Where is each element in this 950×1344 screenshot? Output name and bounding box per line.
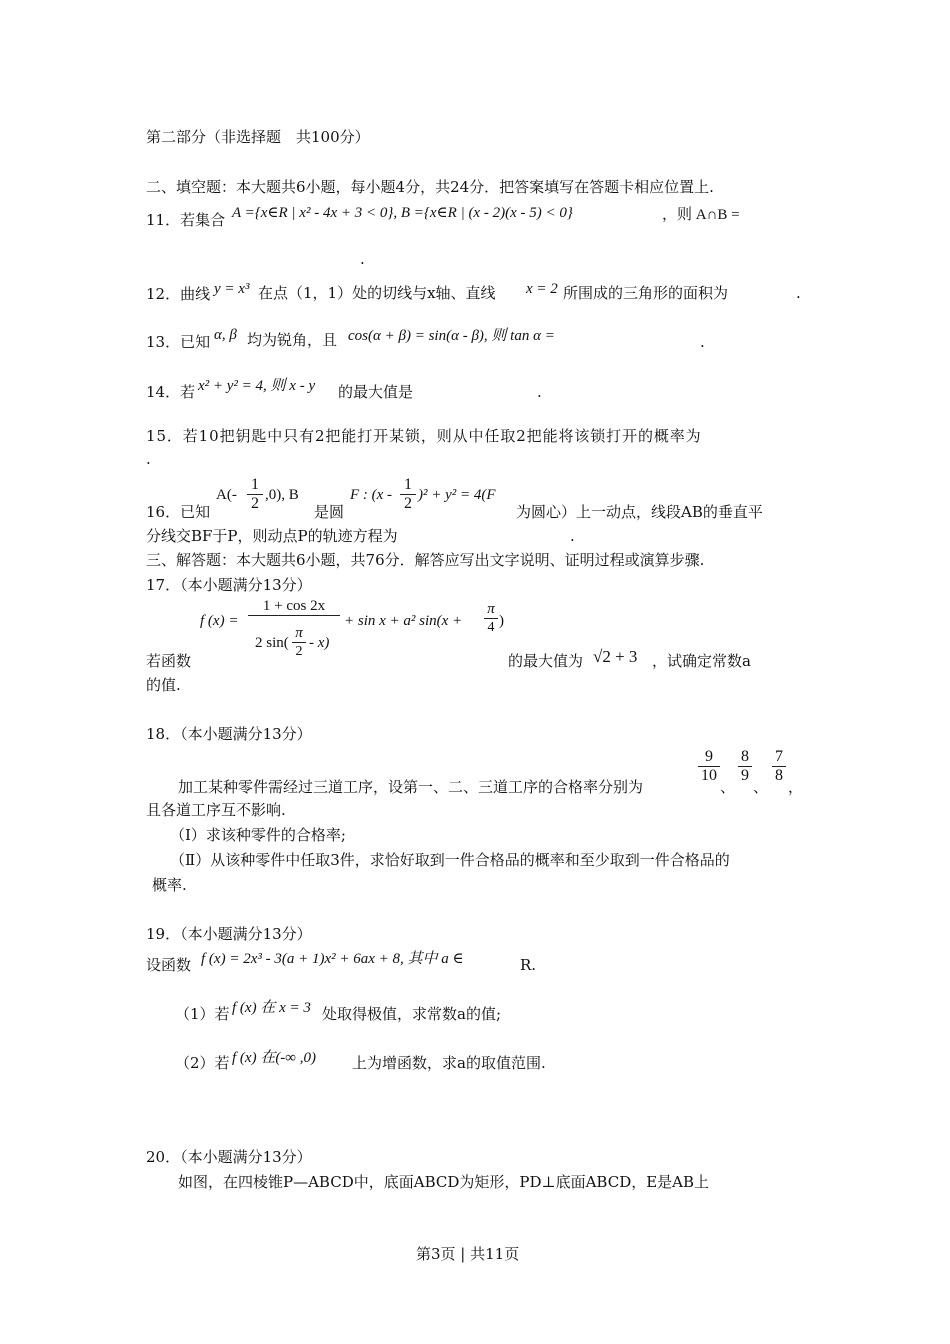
q18-frac-1 bbox=[698, 748, 720, 785]
q13-f2: cos(α + β) = sin(α - β), 则 tan α = bbox=[348, 328, 555, 344]
q16-fF-den: 2 bbox=[404, 495, 412, 512]
q16-fF-fraction bbox=[400, 476, 416, 513]
q17-close: ) bbox=[499, 613, 504, 629]
q20-head: 20．（本小题满分13分） bbox=[146, 1148, 312, 1166]
q14-f1: x² + y² = 4, 则 x - y bbox=[198, 378, 316, 394]
q18-line1: 加工某种零件需经过三道工序，设第一、二、三道工序的合格率分别为 bbox=[178, 778, 644, 796]
q18-f2-num: 8 bbox=[741, 748, 749, 765]
q16-fF: F : (x - bbox=[350, 487, 393, 503]
q17-sqrt: √2 + 3 bbox=[593, 647, 638, 666]
q18-line2: 且各道工序互不影响. bbox=[146, 801, 286, 819]
section-title: 第二部分（非选择题 共100分） bbox=[146, 128, 370, 146]
q16-fA-tail: ,0), B bbox=[265, 487, 299, 503]
q17-four: 4 bbox=[487, 620, 495, 635]
q12-f2: x = 2 bbox=[526, 281, 558, 297]
q17-den-pi-fraction bbox=[292, 624, 306, 661]
q12-mid: 在点（1，1）处的切线与x轴、直线 bbox=[258, 284, 496, 302]
q19-p1a: （1）若 bbox=[175, 1005, 230, 1023]
q17-head: 17．（本小题满分13分） bbox=[146, 576, 312, 594]
q16-fA-num: 1 bbox=[251, 476, 259, 493]
q16-fF-num: 1 bbox=[404, 476, 412, 493]
page-footer: 第3页 | 共11页 bbox=[416, 1245, 520, 1263]
q13-label: 13．已知 bbox=[146, 333, 211, 351]
solve-header: 三、解答题：本大题共6小题，共76分．解答应写出文字说明、证明过程或演算步骤. bbox=[146, 551, 705, 569]
q19-label: 设函数 bbox=[146, 956, 192, 974]
q18-part1: （Ⅰ）求该种零件的合格率; bbox=[170, 826, 346, 844]
q18-part2b: 概率. bbox=[152, 876, 187, 894]
q17-den-pi: π bbox=[295, 625, 303, 641]
q18-f3-num: 7 bbox=[775, 748, 783, 765]
q17-den-two: 2 bbox=[295, 644, 303, 659]
q18-frac-2 bbox=[738, 748, 752, 785]
q16-line2: 分线交BF于P，则动点P的轨迹方程为 bbox=[146, 527, 398, 545]
q16-shi: 是圆 bbox=[314, 503, 345, 521]
q17-main-fraction bbox=[248, 597, 340, 616]
q16-fA-den: 2 bbox=[251, 495, 259, 512]
q13-end: . bbox=[700, 333, 705, 351]
q11-label: 11．若集合 bbox=[146, 211, 226, 229]
q18-part2: （Ⅱ）从该种零件中任取3件，求恰好取到一件合格品的概率和至少取到一件合格品的 bbox=[170, 851, 730, 869]
q14-tail: 的最大值是 bbox=[338, 383, 414, 401]
q17-tail: ，试确定常数a bbox=[652, 652, 751, 670]
q12-end: . bbox=[796, 284, 801, 302]
q17-fx: f (x) = bbox=[200, 613, 239, 629]
q16-fA: A(- bbox=[216, 487, 237, 503]
q18-frac-3 bbox=[772, 748, 786, 785]
q16-fA-fraction bbox=[247, 476, 263, 513]
q11-tail: ，则 A∩B = bbox=[662, 207, 740, 223]
q17-ruohanshu: 若函数 bbox=[146, 652, 192, 670]
q15-text: 15．若10把钥匙中只有2把能打开某锁，则从中任取2把能将该锁打开的概率为 bbox=[146, 427, 702, 445]
q13-mid: 均为锐角，且 bbox=[247, 331, 338, 349]
q18-f1-den: 10 bbox=[701, 767, 717, 784]
q13-f1: α, β bbox=[214, 327, 237, 343]
q14-end: . bbox=[537, 383, 542, 401]
q15-end: . bbox=[146, 450, 151, 468]
q18-f3-den: 8 bbox=[775, 767, 783, 784]
q16-end: . bbox=[570, 527, 575, 545]
q18-sep2: 、 bbox=[753, 778, 769, 796]
q19-p2b: 上为增函数，求a的取值范围. bbox=[352, 1054, 546, 1072]
q17-pi: π bbox=[487, 601, 495, 617]
q20-line1: 如图，在四棱锥P—ABCD中，底面ABCD为矩形，PD⊥底面ABCD，E是AB上 bbox=[178, 1173, 710, 1191]
q19-head: 19．（本小题满分13分） bbox=[146, 925, 312, 943]
q19-p2f: f (x) 在(-∞ ,0) bbox=[232, 1050, 316, 1066]
q19-p2a: （2）若 bbox=[175, 1054, 230, 1072]
q16-label: 16．已知 bbox=[146, 503, 211, 521]
q19-formula: f (x) = 2x³ - 3(a + 1)x² + 6ax + 8, 其中 a ∈ bbox=[201, 951, 464, 967]
q19-R: R. bbox=[520, 956, 537, 974]
q18-f1-num: 9 bbox=[705, 748, 713, 765]
q17-plus: + sin x + a² sin(x + bbox=[344, 613, 463, 629]
q16-fF-tail: )² + y² = 4(F bbox=[418, 487, 496, 503]
q14-label: 14．若 bbox=[146, 383, 196, 401]
q12-tail: 所围成的三角形的面积为 bbox=[563, 284, 729, 302]
q17-den-a: 2 sin( bbox=[255, 635, 289, 651]
q17-maxval: 的最大值为 bbox=[508, 652, 584, 670]
q19-p1b: 处取得极值，求常数a的值; bbox=[322, 1005, 501, 1023]
q17-num: 1 + cos 2x bbox=[262, 598, 326, 614]
q19-p1f: f (x) 在 x = 3 bbox=[232, 1000, 311, 1016]
q18-head: 18．（本小题满分13分） bbox=[146, 725, 312, 743]
q18-sep1: 、 bbox=[720, 778, 736, 796]
q12-f1: y = x³ bbox=[214, 281, 250, 297]
q16-tail: 为圆心）上一动点，线段AB的垂直平 bbox=[516, 503, 763, 521]
q17-line2: 的值. bbox=[146, 676, 181, 694]
fill-header: 二、填空题：本大题共6小题，每小题4分，共24分．把答案填写在答题卡相应位置上. bbox=[146, 178, 714, 196]
q18-f2-den: 9 bbox=[741, 767, 749, 784]
q11-formula: A ={x∈R | x² - 4x + 3 < 0}, B ={x∈R | (x - 2)(x - 5) < 0} bbox=[232, 205, 573, 221]
q18-comma: ， bbox=[788, 778, 804, 796]
q17-den-b: - x) bbox=[309, 635, 330, 651]
q11-end: . bbox=[360, 250, 365, 268]
q17-pi4-fraction bbox=[484, 600, 498, 637]
q12-label: 12．曲线 bbox=[146, 285, 211, 303]
